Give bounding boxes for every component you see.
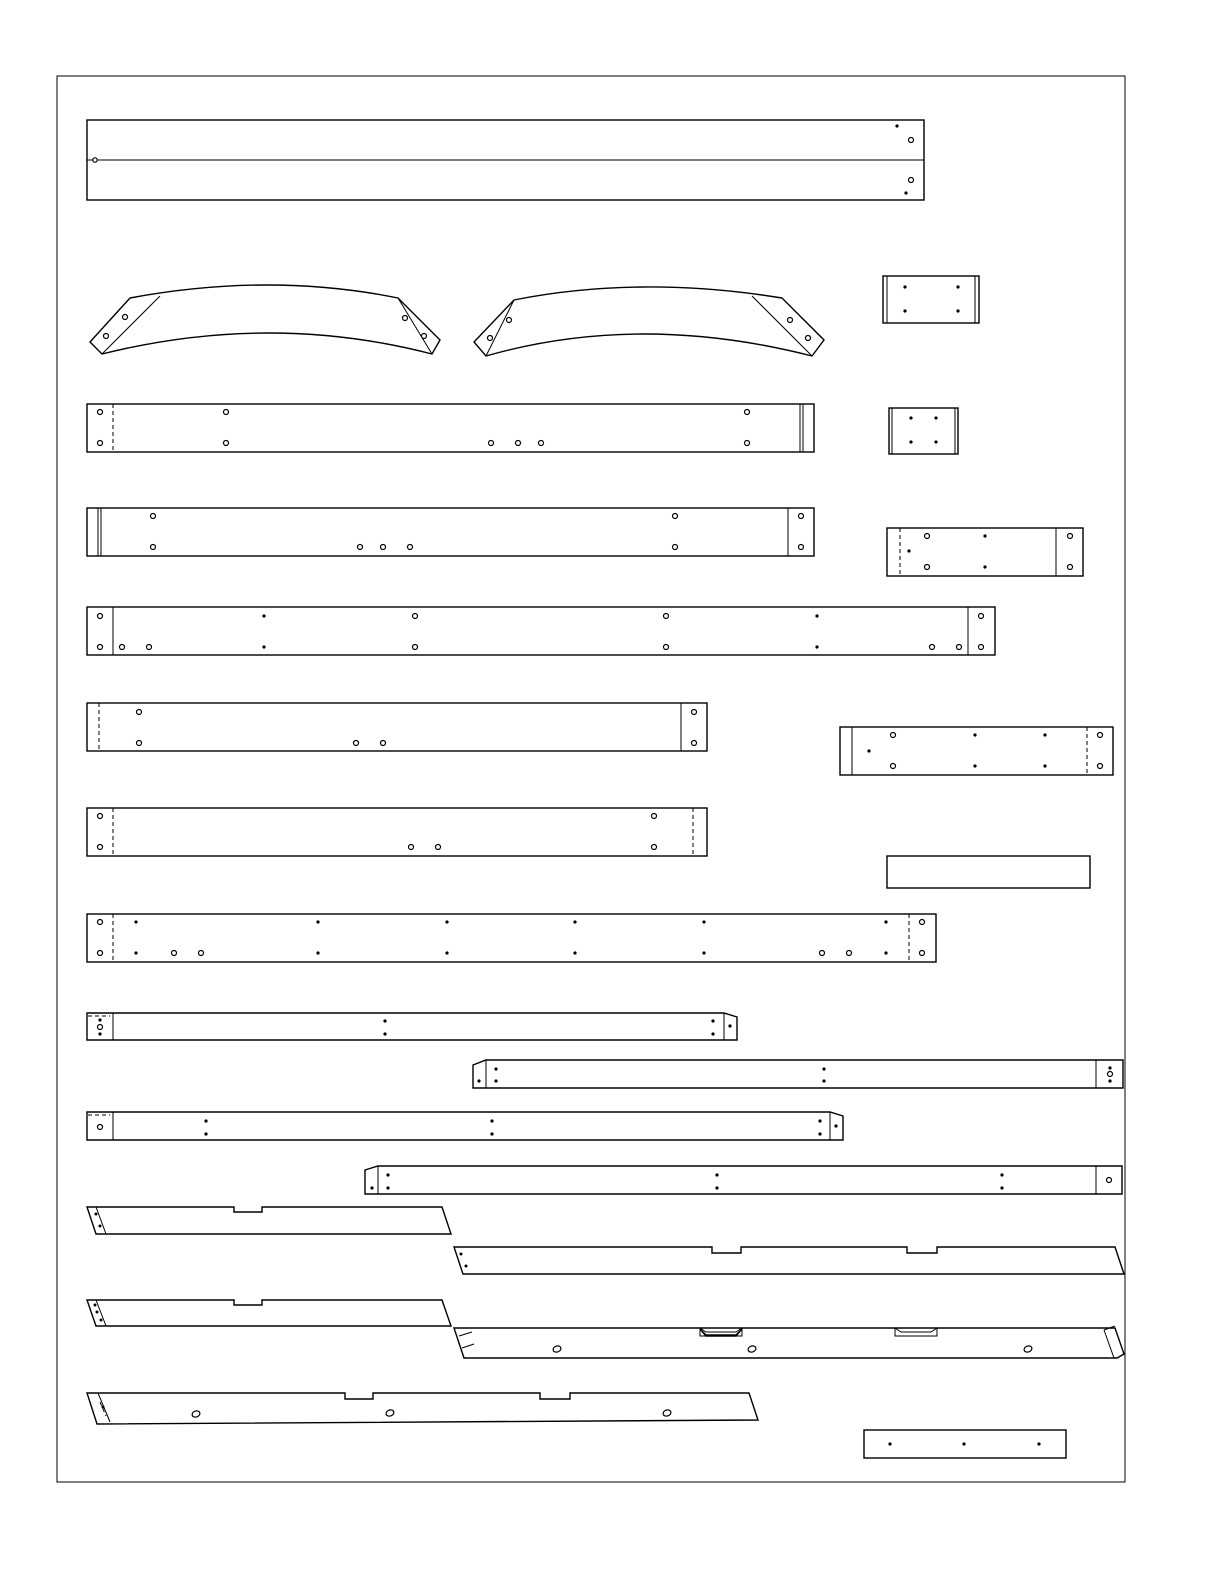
part-slat-d	[365, 1166, 1122, 1194]
part-block-a	[883, 276, 979, 323]
part-small-slat-bottom	[864, 1430, 1066, 1458]
part-block-b	[889, 408, 958, 454]
part-rail-5	[87, 808, 707, 856]
part-long-top-board	[87, 120, 924, 200]
part-rail-4	[87, 703, 707, 751]
part-plain-slat	[887, 856, 1090, 888]
part-angled-beam-left	[87, 1393, 758, 1424]
part-notched-slat-left-1	[87, 1207, 451, 1234]
part-slat-a	[87, 1013, 737, 1040]
part-slat-c	[87, 1112, 843, 1140]
part-rail-3	[87, 607, 995, 655]
part-notched-slat-right-1	[454, 1247, 1124, 1274]
part-angled-beam-right	[454, 1326, 1124, 1358]
part-arch-right	[474, 287, 824, 356]
part-notched-slat-left-2	[87, 1300, 451, 1326]
part-slat-b	[473, 1060, 1123, 1088]
part-rail-2	[87, 508, 814, 556]
part-short-board-a	[887, 528, 1083, 576]
part-medium-board-a	[840, 727, 1113, 775]
part-rail-6	[87, 914, 936, 962]
part-rail-1	[87, 404, 814, 452]
part-arch-left	[90, 285, 440, 354]
